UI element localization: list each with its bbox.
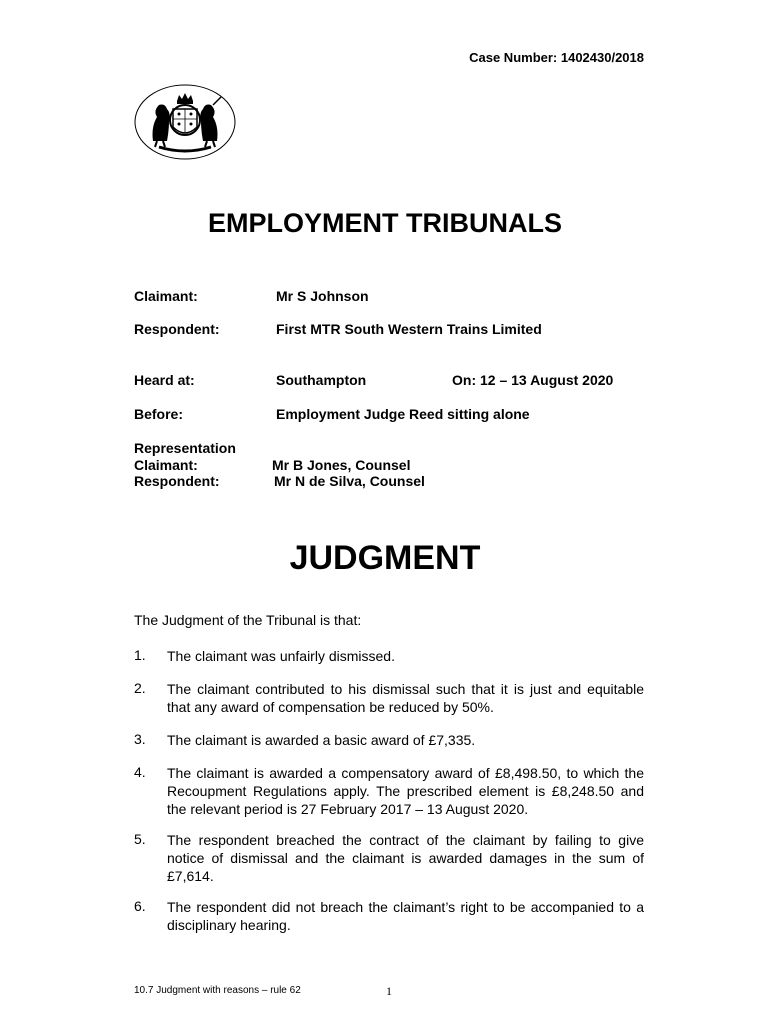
rep-respondent-label: Respondent: bbox=[134, 473, 220, 489]
list-item: The claimant is awarded a basic award of £7,335. bbox=[167, 732, 476, 748]
rep-respondent-value: Mr N de Silva, Counsel bbox=[274, 473, 425, 489]
claimant-value: Mr S Johnson bbox=[276, 288, 369, 304]
list-item-number: 3. bbox=[134, 731, 146, 747]
heard-at-value: Southampton bbox=[276, 372, 367, 388]
document-title: EMPLOYMENT TRIBUNALS bbox=[208, 208, 562, 238]
rep-claimant-value: Mr B Jones, Counsel bbox=[272, 457, 411, 473]
claimant-label: Claimant: bbox=[134, 288, 198, 304]
footer-reference: 10.7 Judgment with reasons – rule 62 bbox=[134, 985, 301, 996]
respondent-label: Respondent: bbox=[134, 321, 220, 337]
respondent-value: First MTR South Western Trains Limited bbox=[276, 321, 542, 337]
hearing-dates: On: 12 – 13 August 2020 bbox=[452, 372, 614, 388]
judgment-intro: The Judgment of the Tribunal is that: bbox=[134, 612, 362, 628]
list-item-number: 2. bbox=[134, 680, 146, 696]
representation-heading: Representation bbox=[134, 440, 236, 456]
page-number: 1 bbox=[386, 984, 392, 998]
list-item-number: 6. bbox=[134, 898, 146, 914]
case-number: Case Number: 1402430/2018 bbox=[469, 50, 644, 65]
before-label: Before: bbox=[134, 406, 184, 422]
list-item-number: 1. bbox=[134, 647, 146, 663]
list-item: The respondent breached the contract of the claimant by failing to give notice of dismissal and the claimant is awarded damages in the sum of £7,614. bbox=[167, 832, 644, 884]
list-item: The claimant is awarded a compensatory award of £8,498.50, to which the Recoupment Regulations apply. The prescribed element is £8,248.50 and the relevant period is 27 February 2017 – 13 August 2020. bbox=[167, 765, 644, 817]
before-value: Employment Judge Reed sitting alone bbox=[276, 406, 530, 422]
royal-coat-of-arms-icon bbox=[133, 83, 237, 161]
rep-claimant-label: Claimant: bbox=[134, 457, 198, 473]
list-item-number: 5. bbox=[134, 831, 146, 847]
list-item: The claimant contributed to his dismissal such that it is just and equitable that any award of compensation be reduced by 50%. bbox=[167, 681, 644, 715]
list-item-number: 4. bbox=[134, 764, 146, 780]
list-item: The respondent did not breach the claimant’s right to be accompanied to a disciplinary hearing. bbox=[167, 899, 644, 933]
list-item: The claimant was unfairly dismissed. bbox=[167, 648, 395, 664]
judgment-heading: JUDGMENT bbox=[289, 539, 481, 577]
heard-at-label: Heard at: bbox=[134, 372, 195, 388]
